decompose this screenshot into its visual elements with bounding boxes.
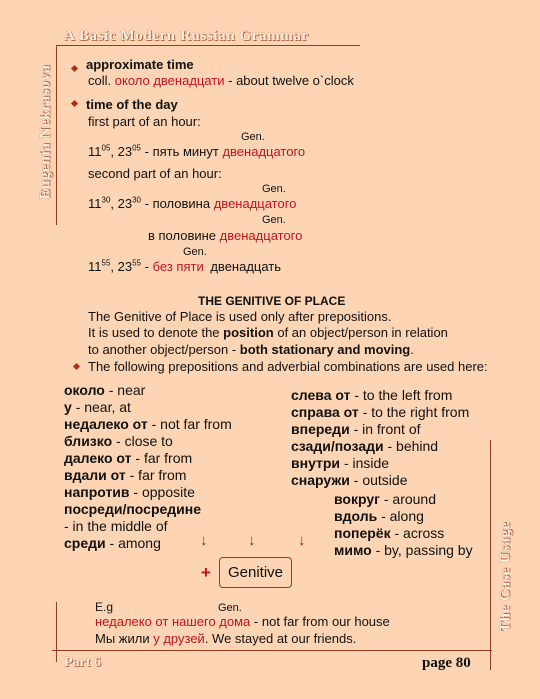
preposition-row — [64, 518, 168, 534]
down-arrow-icon: ↓ — [298, 532, 306, 549]
preposition-ru: вдали от — [64, 467, 126, 483]
tod-title: time of the day — [86, 97, 178, 112]
phrase: двенадцать — [210, 259, 282, 274]
preposition-en: - to the right from — [362, 404, 470, 420]
preposition-ru: вокруг — [334, 491, 380, 507]
author-name: Eugenia Nekrasova — [37, 64, 54, 200]
preposition-ru: среди — [64, 535, 106, 551]
time-example-2 — [88, 196, 296, 212]
hour: , 23 — [110, 196, 133, 211]
minute: 05 — [101, 143, 111, 153]
hour: 11 — [88, 259, 102, 274]
right-rule — [490, 440, 491, 670]
preposition-ru: недалеко от — [64, 416, 148, 432]
genitive-phrase: недалеко от нашего дома — [95, 614, 251, 629]
gen-label: Gen. — [262, 183, 286, 195]
book-title: A Basic Modern Russian Grammar — [64, 28, 309, 44]
preposition-row — [334, 508, 424, 524]
genitive-word: двенадцатого — [222, 144, 306, 159]
preposition-en: - to the left from — [354, 387, 453, 403]
preposition-en: - behind — [387, 438, 439, 454]
genitive-box: Genitive — [219, 557, 292, 588]
preposition-row — [334, 491, 436, 507]
approx-title: approximate time — [86, 57, 194, 72]
place-line-4: The following prepositions and adverbial combinations are used here: — [88, 359, 488, 374]
preposition-en: - in front of — [353, 421, 421, 437]
preposition-en: - near — [108, 382, 146, 398]
preposition-row — [291, 438, 438, 454]
preposition-ru: мимо — [334, 542, 372, 558]
preposition-row — [64, 467, 186, 483]
approx-prefix: coll. — [88, 73, 112, 88]
preposition-ru: справа от — [291, 404, 359, 420]
text: It is used to denote the — [88, 325, 220, 340]
preposition-ru: вдоль — [334, 508, 378, 524]
genitive-phrase: у друзей — [153, 631, 205, 646]
hour: , 23 — [110, 259, 133, 274]
minute: 30 — [132, 195, 141, 205]
emphasis: position — [223, 325, 274, 340]
bullet-icon — [73, 363, 80, 370]
preposition-ru: посреди/посредине — [64, 501, 202, 517]
approx-line — [88, 73, 354, 89]
preposition-row — [64, 399, 131, 415]
minute: 30 — [101, 195, 111, 205]
preposition-row — [291, 472, 407, 488]
section-heading: THE GENITIVE OF PLACE — [198, 294, 346, 308]
preposition-row — [64, 433, 173, 449]
preposition-en: - across — [394, 525, 445, 541]
gen-label: Gen. — [241, 131, 265, 143]
minute: 55 — [101, 258, 111, 268]
preposition-row — [291, 455, 389, 471]
bullet-icon — [71, 65, 78, 72]
preposition-row — [64, 535, 161, 551]
hour: 11 — [88, 196, 102, 211]
preposition-ru: у — [64, 399, 72, 415]
preposition-row — [64, 484, 195, 500]
preposition-en: - by, passing by — [375, 542, 473, 558]
genitive-word: двенадцатого — [219, 228, 303, 243]
place-line-3 — [88, 342, 414, 358]
genitive-word: двенадцатого — [213, 196, 297, 211]
text: to another object/person - — [88, 342, 237, 357]
text: of an object/person in relation — [277, 325, 448, 340]
place-line-2 — [88, 325, 448, 341]
preposition-en: - opposite — [133, 484, 195, 500]
time-example-4 — [88, 259, 281, 275]
left-rule — [56, 45, 57, 225]
header-rule — [56, 45, 360, 46]
second-part-label: second part of an hour: — [88, 166, 222, 181]
hour: , 23 — [110, 144, 133, 159]
preposition-row — [291, 387, 452, 403]
preposition-row — [64, 382, 145, 398]
preposition-ru: около — [64, 382, 105, 398]
translation: . We stayed at our friends. — [204, 631, 357, 646]
preposition-ru: близко — [64, 433, 113, 449]
preposition-en: - close to — [116, 433, 173, 449]
preposition-row — [334, 525, 444, 541]
time-example-1 — [88, 144, 305, 160]
phrase: - пять минут — [144, 144, 219, 159]
preposition-en: - inside — [343, 455, 390, 471]
preposition-ru: далеко от — [64, 450, 132, 466]
preposition-en: - not far from — [151, 416, 232, 432]
first-part-label: first part of an hour: — [88, 114, 201, 129]
dash: - — [144, 259, 149, 274]
hour: 11 — [88, 144, 102, 159]
preposition-en: - near, at — [75, 399, 131, 415]
footer-rule — [52, 650, 492, 651]
translation: - not far from our house — [253, 614, 390, 629]
eg-label: E.g — [95, 600, 114, 614]
preposition-ru: слева от — [291, 387, 351, 403]
example-line-1 — [95, 614, 390, 630]
minute: 05 — [132, 143, 141, 153]
gen-label: Gen. — [262, 214, 286, 226]
preposition-en: - around — [383, 491, 437, 507]
preposition-en: - along — [381, 508, 424, 524]
preposition-row — [334, 542, 473, 558]
approx-en: - about twelve o`clock — [228, 73, 354, 88]
preposition-en: - far from — [135, 450, 193, 466]
example-line-2 — [95, 631, 356, 647]
preposition-en: - far from — [129, 467, 187, 483]
text: . — [410, 342, 414, 357]
plus-sign: + — [201, 563, 211, 582]
preposition-ru: напротив — [64, 484, 130, 500]
phrase: - половина — [144, 196, 211, 211]
gen-label: Gen. — [218, 602, 242, 614]
gen-label: Gen. — [183, 246, 207, 258]
text: Мы жили — [95, 631, 150, 646]
approx-ru: около двенадцати — [114, 73, 225, 88]
emphasis: both stationary and moving — [239, 342, 411, 357]
section-title: The Case Usage — [497, 521, 514, 633]
bullet-icon — [71, 100, 78, 107]
preposition-row — [64, 416, 232, 432]
preposition-ru: сзади/позади — [291, 438, 384, 454]
preposition-row — [291, 421, 421, 437]
preposition-ru: поперёк — [334, 525, 391, 541]
preposition-row — [64, 450, 192, 466]
time-example-3 — [148, 228, 302, 244]
preposition-ru: внутри — [291, 455, 341, 471]
down-arrow-icon: ↓ — [248, 532, 256, 549]
place-line-1: The Genitive of Place is used only after prepositions. — [88, 309, 392, 324]
preposition-row — [291, 404, 469, 420]
preposition-en: - outside — [353, 472, 408, 488]
preposition-ru: снаружи — [291, 472, 350, 488]
part-label: Part 6 — [64, 655, 101, 670]
genitive-word: без пяти — [152, 259, 204, 274]
preposition-en: - in the middle of — [64, 518, 168, 534]
preposition-row — [64, 501, 201, 517]
preposition-en: - among — [109, 535, 161, 551]
down-arrow-icon: ↓ — [200, 532, 208, 549]
phrase: в половине — [148, 228, 217, 243]
preposition-ru: впереди — [291, 421, 350, 437]
minute: 55 — [132, 258, 141, 268]
footer-left-rule — [56, 602, 57, 662]
page-number: page 80 — [422, 655, 471, 671]
